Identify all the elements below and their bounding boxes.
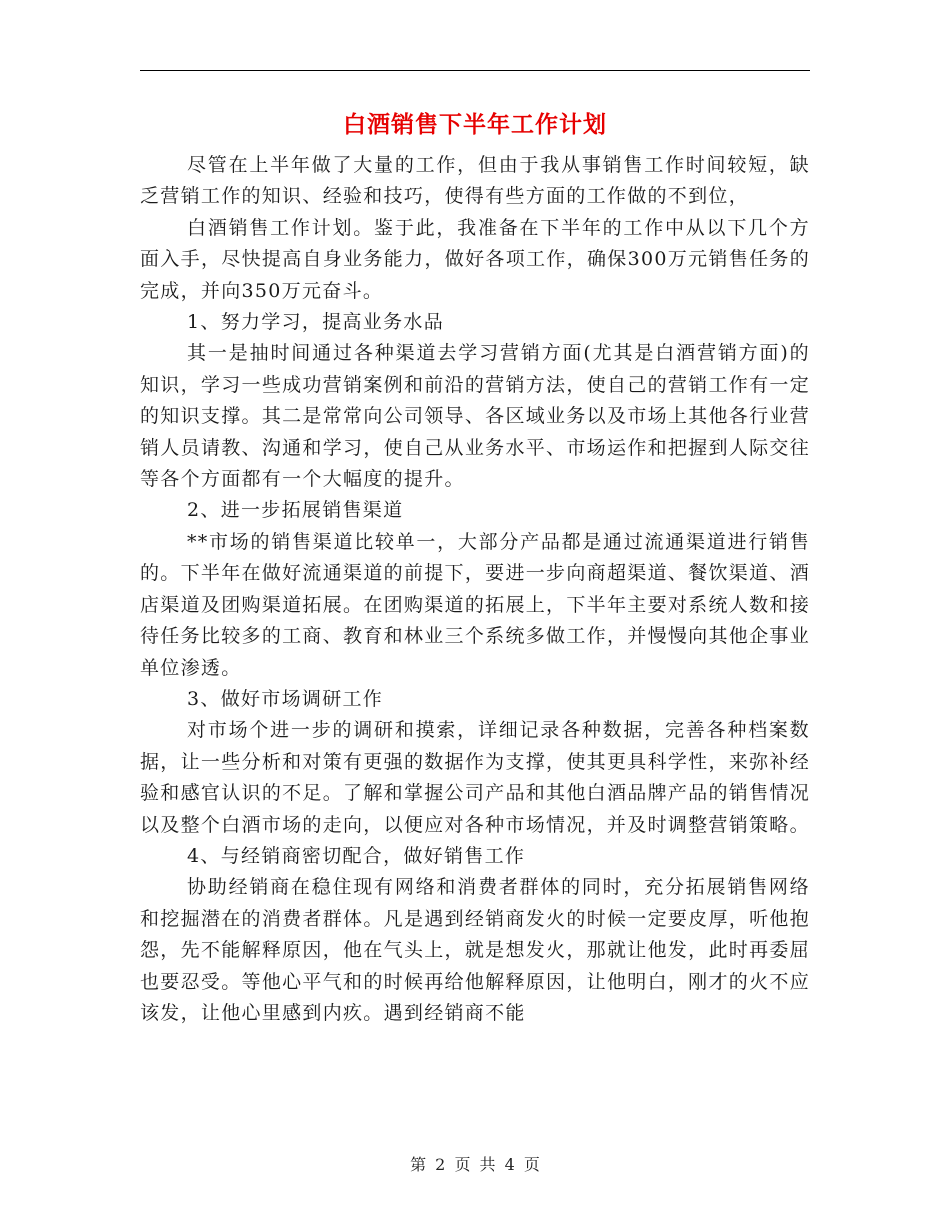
section-heading-4: 4、与经销商密切配合，做好销售工作 [187, 844, 526, 867]
paragraph-plan-overview: 白酒销售工作计划。鉴于此，我准备在下半年的工作中从以下几个方面入手，尽快提高自身业务能力，做好各项工作，确保300万元销售任务的完成，并向350万元奋斗。 [140, 216, 810, 302]
paragraph-research: 对市场个进一步的调研和摸索，详细记录各种数据，完善各种档案数据，让一些分析和对策有更强的数据作为支撑，使其更具科学性，来弥补经验和感官认识的不足。了解和掌握公司产品和其他白酒品牌产品的销售情况以及整个白酒市场的走向，以便应对各种市场情况，并及时调整营销策略。 [140, 719, 810, 836]
paragraph-intro: 尽管在上半年做了大量的工作，但由于我从事销售工作时间较短，缺乏营销工作的知识、经验和技巧，使得有些方面的工作做的不到位， [140, 154, 810, 208]
paragraph-study: 其一是抽时间通过各种渠道去学习营销方面(尤其是白酒营销方面)的知识，学习一些成功营销案例和前沿的营销方法，使自己的营销工作有一定的知识支撑。其二是常常向公司领导、各区域业务以及市场上其他各行业营销人员请教、沟通和学习，使自己从业务水平、市场运作和把握到人际交往等各个方面都有一个大幅度的提升。 [140, 342, 810, 491]
document-title: 白酒销售下半年工作计划 [343, 111, 607, 138]
section-heading-2: 2、进一步拓展销售渠道 [187, 499, 404, 522]
section-heading-1: 1、努力学习，提高业务水品 [187, 311, 444, 334]
document-body [140, 150, 810, 1029]
section-heading-3: 3、做好市场调研工作 [187, 687, 384, 710]
header-rule [140, 70, 810, 71]
paragraph-dealers: 协助经销商在稳住现有网络和消费者群体的同时，充分拓展销售网络和挖掘潜在的消费者群体。凡是遇到经销商发火的时候一定要皮厚，听他抱怨，先不能解释原因，他在气头上，就是想发火，那就让他发，此时再委屈也要忍受。等他心平气和的时候再给他解释原因，让他明白，刚才的火不应该发，让他心里感到内疚。遇到经销商不能 [140, 876, 810, 1024]
page-number-footer: 第 2 页 共 4 页 [410, 1155, 540, 1174]
paragraph-channels: **市场的销售渠道比较单一，大部分产品都是通过流通渠道进行销售的。下半年在做好流通渠道的前提下，要进一步向商超渠道、餐饮渠道、酒店渠道及团购渠道拓展。在团购渠道的拓展上，下半年主要对系统人数和接待任务比较多的工商、教育和林业三个系统多做工作，并慢慢向其他企事业单位渗透。 [140, 530, 810, 679]
